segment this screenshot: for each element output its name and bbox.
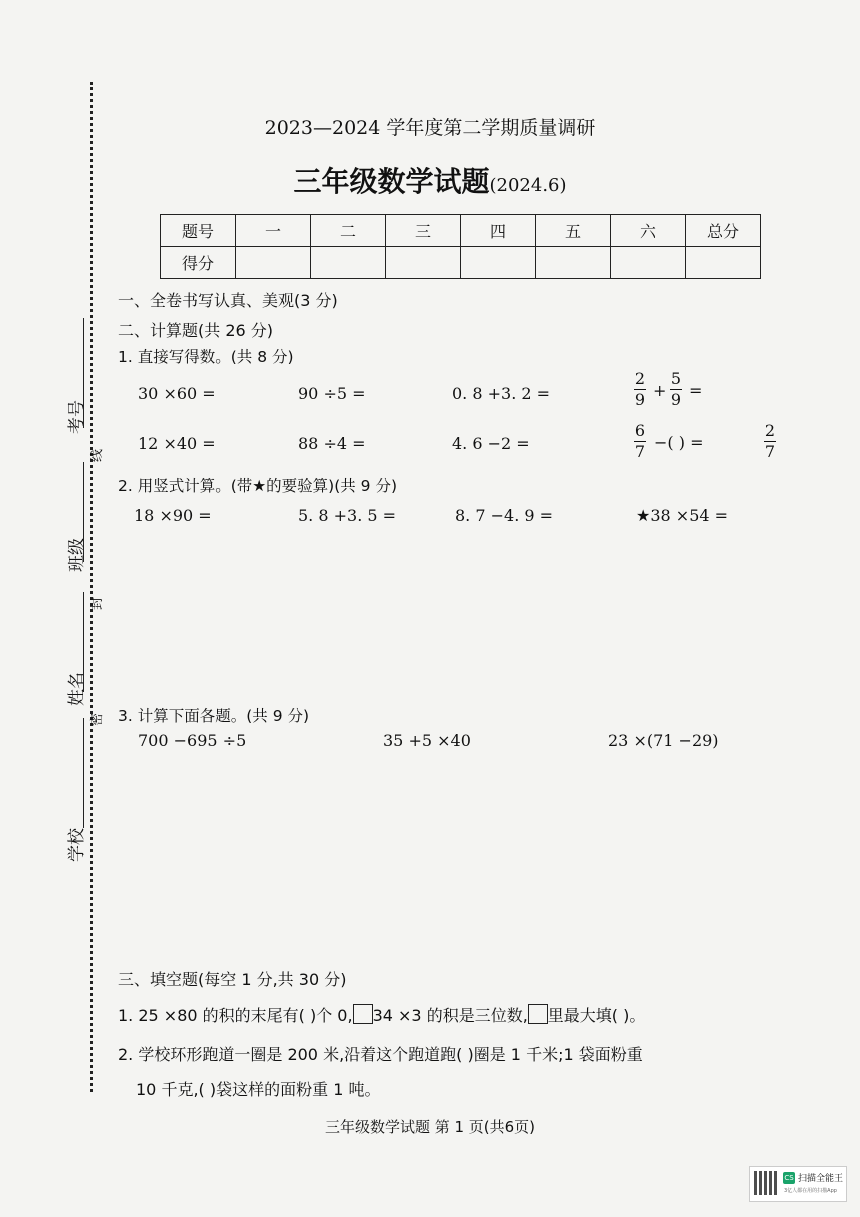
- score-input-cell[interactable]: [536, 247, 611, 279]
- school-label: 学校: [67, 828, 87, 862]
- calc-item: 23 ×(71 −29): [608, 731, 719, 750]
- camscanner-logo-icon: CS: [784, 1174, 794, 1182]
- scanner-watermark: [749, 1166, 847, 1202]
- score-cell: 六: [611, 215, 686, 247]
- score-table: [160, 214, 761, 279]
- score-cell: 五: [536, 215, 611, 247]
- mental-calc-item: 30 ×60 =: [138, 384, 216, 403]
- score-cell: 三: [386, 215, 461, 247]
- mental-calc-item: 12 ×40 =: [138, 434, 216, 453]
- fraction-5-9: [670, 370, 682, 409]
- answer-box[interactable]: [353, 1004, 373, 1024]
- exam-date: (2024.6): [489, 175, 567, 196]
- watermark-subtitle: 3亿人都在用的扫描App: [784, 1188, 837, 1194]
- score-input-cell[interactable]: [461, 247, 536, 279]
- section-2-heading: 二、计算题(共 26 分): [118, 321, 274, 340]
- score-input-cell[interactable]: [386, 247, 461, 279]
- score-input-cell[interactable]: [311, 247, 386, 279]
- watermark-name: 扫描全能王: [798, 1174, 844, 1184]
- name-blank: [83, 592, 85, 692]
- fraction-blank-expression[interactable]: −( ) =: [654, 433, 704, 452]
- school-blank: [83, 718, 85, 828]
- binding-dotted-line: [90, 82, 93, 1092]
- qr-code-icon: [754, 1171, 778, 1195]
- question-2-1: 1. 直接写得数。(共 8 分): [118, 348, 294, 366]
- score-cell: 一: [236, 215, 311, 247]
- page-footer: 三年级数学试题 第 1 页(共6页): [324, 1118, 536, 1136]
- question-3-1: [118, 1003, 645, 1026]
- class-blank: [83, 462, 85, 562]
- mental-calc-item: 88 ÷4 =: [298, 434, 366, 453]
- question-3-1-part-a: 1. 25 ×80 的积的末尾有( )个 0,: [118, 1006, 353, 1025]
- exam-subtitle: 2023—2024 学年度第二学期质量调研: [264, 117, 596, 139]
- score-input-cell[interactable]: [686, 247, 761, 279]
- score-table-header-row: [161, 215, 761, 247]
- fraction-6-7: [634, 422, 646, 461]
- question-2-3: 3. 计算下面各题。(共 9 分): [118, 707, 310, 725]
- score-table-score-row: [161, 247, 761, 279]
- vertical-calc-item: 8. 7 −4. 9 =: [455, 506, 554, 525]
- question-2-2: 2. 用竖式计算。(带★的要验算)(共 9 分): [118, 477, 398, 495]
- question-3-2-line2: 10 千克,( )袋这样的面粉重 1 吨。: [136, 1080, 381, 1099]
- fraction-numerator: 6: [634, 421, 646, 440]
- exam-no-label: 考号: [67, 400, 87, 434]
- fraction-denominator: 7: [634, 442, 646, 461]
- question-3-1-part-b: 34 ×3 的积是三位数,: [372, 1006, 528, 1025]
- mental-calc-item: 4. 6 −2 =: [452, 434, 530, 453]
- score-cell: 得分: [161, 247, 236, 279]
- seal-char-mi: 密: [90, 712, 105, 726]
- class-label: 班级: [67, 538, 87, 572]
- calc-item: 700 −695 ÷5: [138, 731, 247, 750]
- vertical-calc-item: ★38 ×54 =: [636, 506, 729, 525]
- mental-calc-item: 0. 8 +3. 2 =: [452, 384, 551, 403]
- score-input-cell[interactable]: [611, 247, 686, 279]
- exam-title-text: 三年级数学试题: [293, 165, 490, 198]
- question-3-1-part-c: 里最大填( )。: [547, 1006, 646, 1025]
- fraction-2-7: [764, 422, 776, 461]
- vertical-calc-item: 5. 8 +3. 5 =: [298, 506, 397, 525]
- fraction-numerator: 5: [670, 369, 682, 388]
- calc-item: 35 +5 ×40: [383, 731, 471, 750]
- fraction-numerator: 2: [634, 369, 646, 388]
- plus-sign: +: [653, 381, 667, 400]
- score-cell: 二: [311, 215, 386, 247]
- question-3-2-line1: 2. 学校环形跑道一圈是 200 米,沿着这个跑道跑( )圈是 1 千米;1 袋面粉重: [118, 1045, 643, 1064]
- seal-char-feng: 封: [90, 596, 105, 610]
- exam-no-blank: [83, 318, 85, 428]
- fraction-denominator: 9: [634, 390, 646, 409]
- equals-sign: =: [689, 381, 703, 400]
- score-cell: 四: [461, 215, 536, 247]
- answer-box[interactable]: [528, 1004, 548, 1024]
- fraction-2-9: [634, 370, 646, 409]
- section-1-heading: 一、全卷书写认真、美观(3 分): [118, 291, 338, 310]
- score-cell: 总分: [686, 215, 761, 247]
- exam-title: [0, 160, 860, 200]
- seal-char-xian: 线: [90, 448, 105, 462]
- vertical-calc-item: 18 ×90 =: [134, 506, 212, 525]
- section-3-heading: 三、填空题(每空 1 分,共 30 分): [118, 970, 347, 989]
- score-cell: 题号: [161, 215, 236, 247]
- name-label: 姓名: [67, 672, 87, 706]
- score-input-cell[interactable]: [236, 247, 311, 279]
- fraction-denominator: 7: [764, 442, 776, 461]
- mental-calc-item: 90 ÷5 =: [298, 384, 366, 403]
- fraction-numerator: 2: [764, 421, 776, 440]
- fraction-denominator: 9: [670, 390, 682, 409]
